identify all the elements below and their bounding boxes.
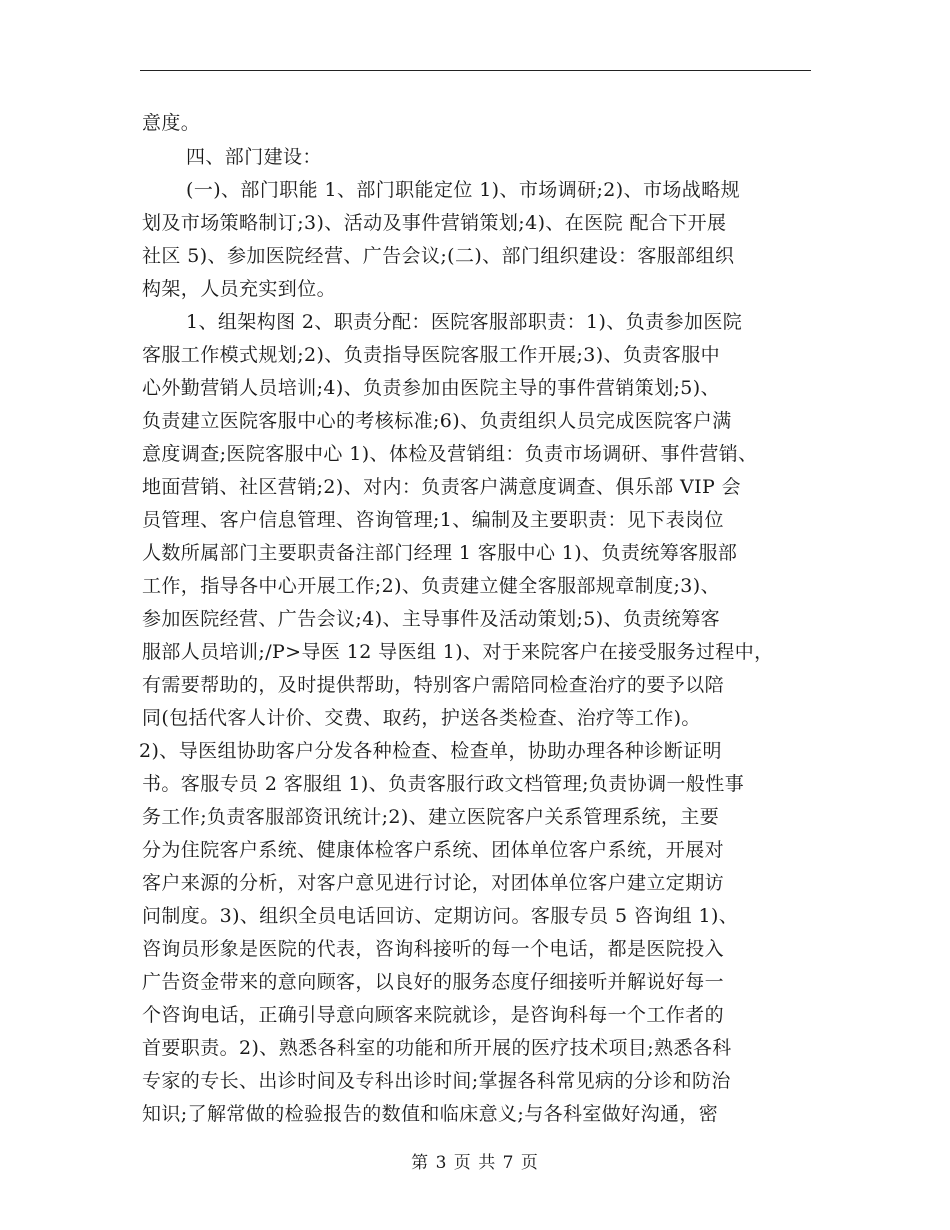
text-line: 同(包括代客人计价、交费、取药，护送各类检查、治疗等工作)。 bbox=[142, 707, 701, 729]
text-line: 员管理、客户信息管理、咨询管理;1、编制及主要职责：见下表岗位 bbox=[142, 509, 724, 531]
text-line: 个咨询电话，正确引导意向顾客来院就诊，是咨询科每一个工作者的 bbox=[142, 1004, 725, 1026]
text-line: 意度。 bbox=[142, 112, 201, 134]
text-line: 客服工作模式规划;2)、负责指导医院客服工作开展;3)、负责客服中 bbox=[142, 344, 721, 366]
text-line: 负责建立医院客服中心的考核标准;6)、负责组织人员完成医院客户满 bbox=[142, 410, 732, 432]
text-line: 社区 5)、参加医院经营、广告会议;(二)、部门组织建设：客服部组织 bbox=[142, 245, 735, 267]
text-line: 分为住院客户系统、健康体检客户系统、团体单位客户系统，开展对 bbox=[142, 839, 725, 861]
text-line: 心外勤营销人员培训;4)、负责参加由医院主导的事件营销策划;5)、 bbox=[142, 377, 721, 399]
text-line: 书。客服专员 2 客服组 1)、负责客服行政文档管理;负责协调一般性事 bbox=[142, 773, 745, 795]
text-line: 地面营销、社区营销;2)、对内：负责客户满意度调查、俱乐部 VIP 会 bbox=[142, 476, 741, 498]
text-line: 1、组架构图 2、职责分配：医院客服部职责：1)、负责参加医院 bbox=[186, 311, 743, 333]
text-line: 首要职责。2)、熟悉各科室的功能和所开展的医疗技术项目;熟悉各科 bbox=[142, 1037, 732, 1059]
text-line: 客户来源的分析，对客户意见进行讨论，对团体单位客户建立定期访 bbox=[142, 872, 725, 894]
text-line: 工作，指导各中心开展工作;2)、负责建立健全客服部规章制度;3)、 bbox=[142, 575, 721, 597]
text-line: 构架，人员充实到位。 bbox=[142, 278, 337, 300]
text-line: 问制度。3)、组织全员电话回访、定期访问。客服专员 5 咨询组 1)、 bbox=[142, 905, 739, 927]
text-line: 广告资金带来的意向顾客，以良好的服务态度仔细接听并解说好每一 bbox=[142, 971, 725, 993]
text-line: 务工作;负责客服部资讯统计;2)、建立医院客户关系管理系统，主要 bbox=[142, 806, 720, 828]
page-number: 第 3 页 共 7 页 bbox=[411, 1153, 539, 1173]
text-line: (一)、部门职能 1、部门职能定位 1)、市场调研;2)、市场战略规 bbox=[186, 179, 740, 201]
text-line: 人数所属部门主要职责备注部门经理 1 客服中心 1)、负责统筹客服部 bbox=[142, 542, 738, 564]
text-line: 2)、导医组协助客户分发各种检查、检查单，协助办理各种诊断证明 bbox=[139, 740, 722, 762]
text-line: 参加医院经营、广告会议;4)、主导事件及活动策划;5)、负责统筹客 bbox=[142, 608, 721, 630]
text-line: 有需要帮助的，及时提供帮助，特别客户需陪同检查治疗的要予以陪 bbox=[142, 674, 725, 696]
text-line: 服部人员培训;/P>导医 12 导医组 1)、对于来院客户在接受服务过程中， bbox=[142, 641, 774, 663]
section-heading: 四、部门建设： bbox=[186, 146, 322, 168]
text-line: 专家的专长、出诊时间及专科出诊时间;掌握各科常见病的分诊和防治 bbox=[142, 1070, 731, 1092]
text-line: 划及市场策略制订;3)、活动及事件营销策划;4)、在医院 配合下开展 bbox=[142, 212, 727, 234]
text-line: 知识;了解常做的检验报告的数值和临床意义;与各科室做好沟通，密 bbox=[142, 1103, 719, 1125]
text-line: 意度调查;医院客服中心 1)、体检及营销组：负责市场调研、事件营销、 bbox=[142, 443, 758, 465]
text-line: 咨询员形象是医院的代表，咨询科接听的每一个电话，都是医院投入 bbox=[142, 938, 725, 960]
